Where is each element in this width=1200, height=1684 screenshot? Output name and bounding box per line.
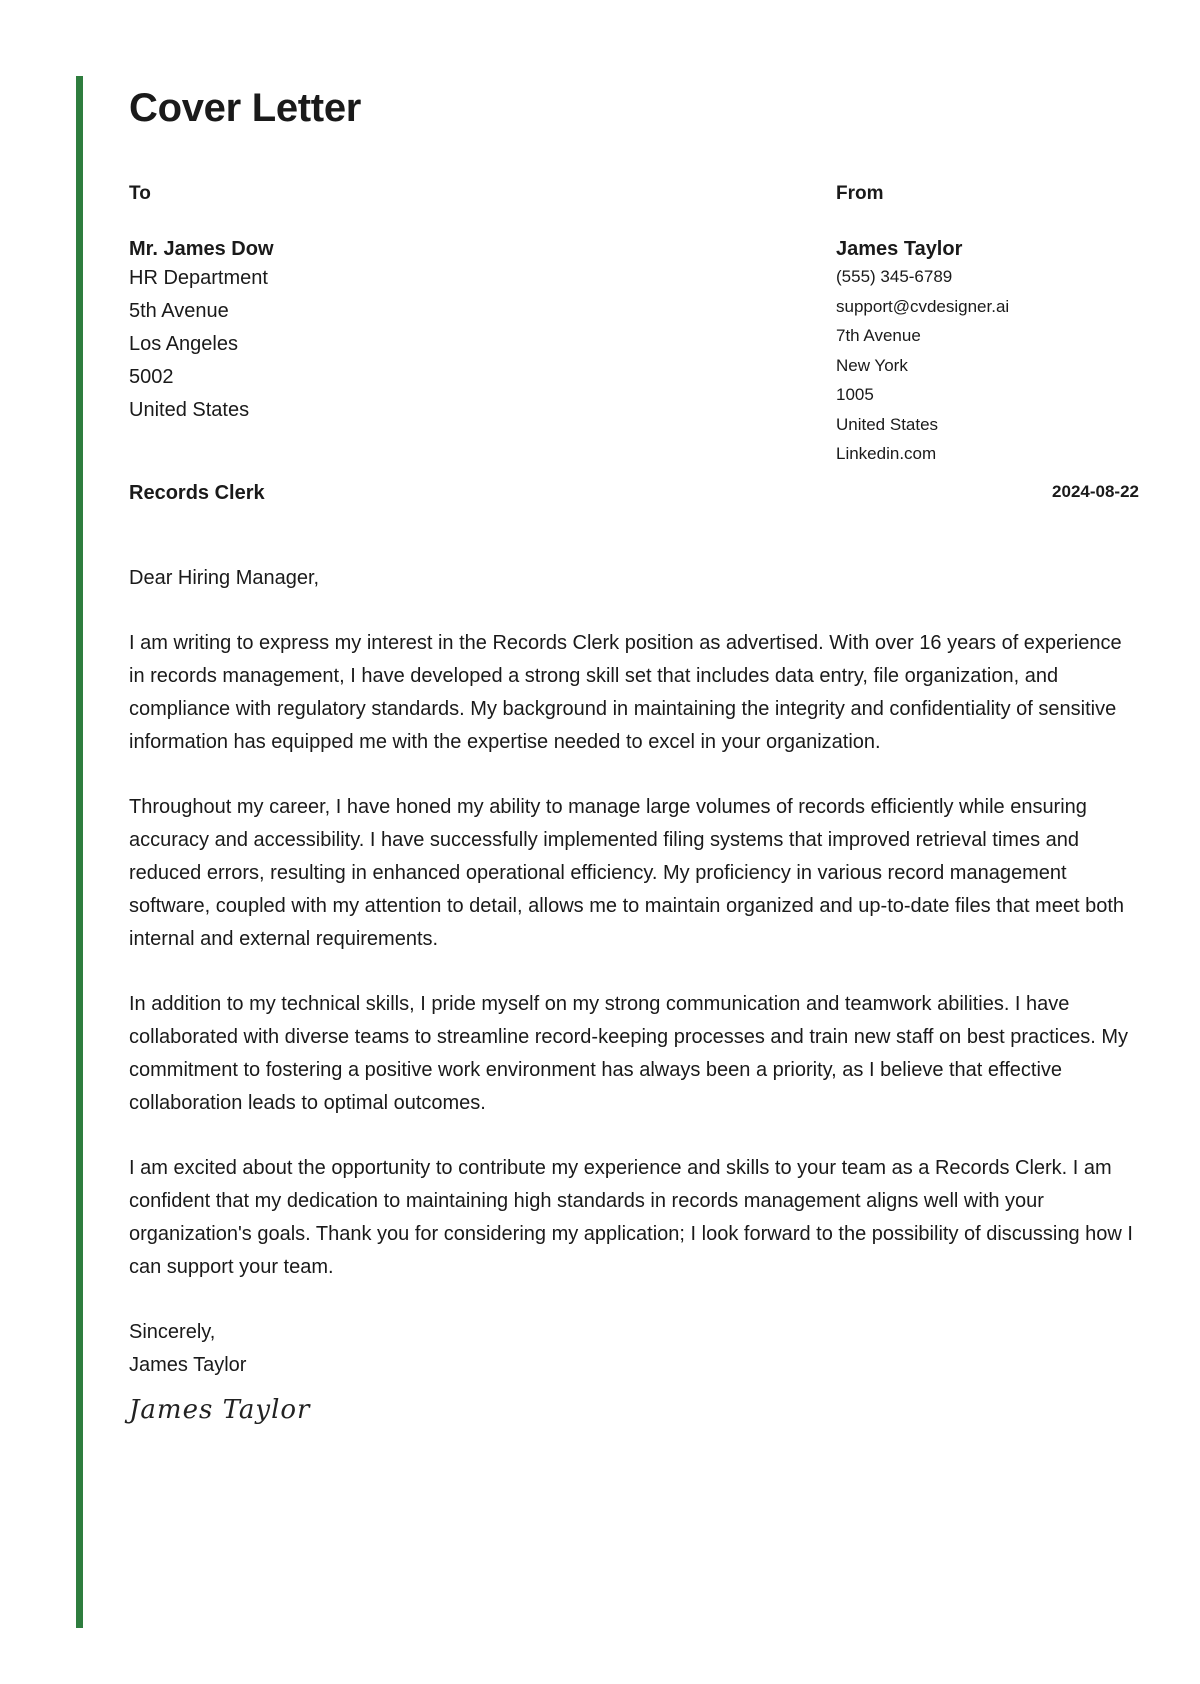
sender-website: Linkedin.com <box>836 444 937 463</box>
closing: Sincerely, <box>129 1321 216 1343</box>
sender-street: 7th Avenue <box>836 326 921 345</box>
cover-letter-page <box>129 82 1139 1427</box>
body-paragraph-1: I am writing to express my interest in the Records Clerk position as advertised. With over 16 years of experience in records management, I have developed a strong skill set that includes data entry, file organization, and compliance with regulatory standards. My background in maintaining the integrity and confidentiality of sensitive information has equipped me with the expertise needed to excel in your organization. <box>129 632 1122 753</box>
body-paragraph-2: Throughout my career, I have honed my ability to manage large volumes of records efficiently while ensuring accuracy and accessibility. I have successfully implemented filing systems that improved retrieval times and reduced errors, resulting in enhanced operational efficiency. My proficiency in various record management software, coupled with my attention to detail, allows me to maintain organized and up-to-date files that meet both internal and external requirements. <box>129 796 1124 950</box>
body-paragraph-4: I am excited about the opportunity to contribute my experience and skills to your team as a Records Clerk. I am confident that my dedication to maintaining high standards in records management aligns well with your organization's goals. Thank you for considering my application; I look forward to the possibility of discussing how I can support your team. <box>129 1157 1133 1278</box>
recipient-label: To <box>129 183 151 204</box>
recipient-country: United States <box>129 399 250 421</box>
body-paragraph-3: In addition to my technical skills, I pride myself on my strong communication and teamwork abilities. I have collaborated with diverse teams to streamline record-keeping processes and train new staff on best practices. My commitment to fostering a positive work environment has always been a priority, as I believe that effective collaboration leads to optimal outcomes. <box>129 993 1129 1114</box>
sender-phone: (555) 345-6789 <box>836 267 953 286</box>
page-title: Cover Letter <box>129 86 362 130</box>
recipient-city: Los Angeles <box>129 333 238 355</box>
sender-country: United States <box>836 414 939 434</box>
sender-postal-code: 1005 <box>836 385 874 404</box>
sender-label: From <box>836 183 884 204</box>
accent-bar <box>76 76 83 1628</box>
subject-row <box>129 482 1139 512</box>
letter-date: 2024-08-22 <box>1052 482 1139 501</box>
salutation: Dear Hiring Manager, <box>129 567 320 589</box>
sender-city: New York <box>836 355 908 375</box>
recipient-name: Mr. James Dow <box>129 238 274 260</box>
recipient-street: 5th Avenue <box>129 300 229 322</box>
recipient-postal-code: 5002 <box>129 366 174 388</box>
sender-block <box>836 182 1139 469</box>
sender-name: James Taylor <box>836 238 963 260</box>
recipient-department: HR Department <box>129 267 268 289</box>
signature: James Taylor <box>129 1395 311 1425</box>
signer-name: James Taylor <box>129 1354 247 1376</box>
position-title: Records Clerk <box>129 482 265 504</box>
letter-body <box>129 562 1139 1427</box>
sender-email: support@cvdesigner.ai <box>836 296 1010 316</box>
recipient-block <box>129 182 629 427</box>
parties-section <box>129 182 1139 482</box>
